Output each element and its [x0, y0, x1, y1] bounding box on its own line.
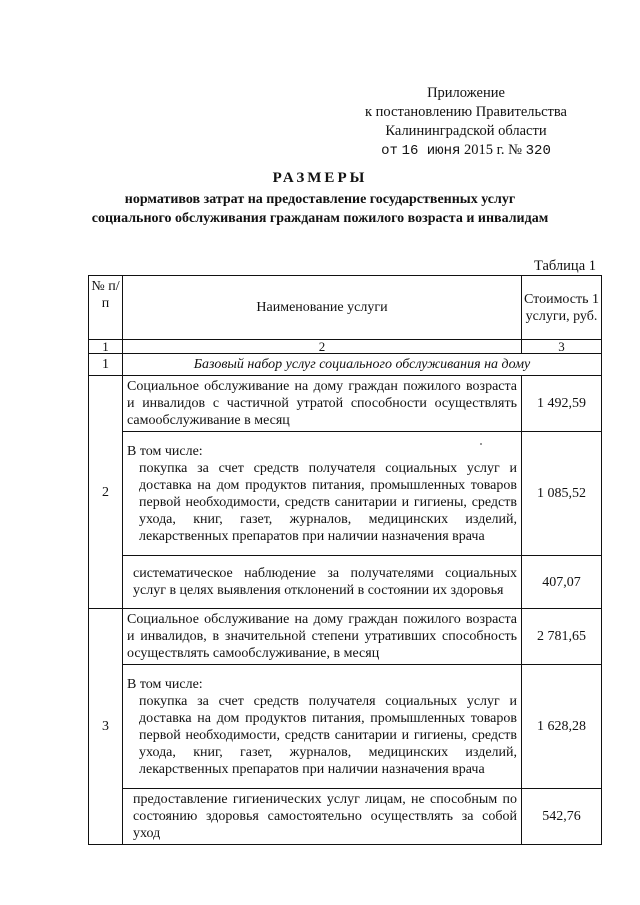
header-number: № п/п	[89, 276, 123, 340]
service-subitem: покупка за счет средств получателя социальных услуг и доставка на дом продуктов питания, промышленных товаров первой необходимости, средств санитарии и гигиены, средств ухода, книг, газет, журналов, медицинских изделий, лекарственных препаратов при наличии назначения врача	[139, 460, 517, 544]
table-row	[89, 609, 602, 665]
column-number: 1	[89, 340, 123, 354]
service-price: 1 628,28	[522, 665, 602, 789]
table-row	[89, 432, 602, 556]
cost-table	[88, 275, 602, 845]
date-prefix: от	[381, 143, 398, 159]
header-cost: Стоимость 1 услуги, руб.	[522, 276, 602, 340]
service-name: Социальное обслуживание на дому граждан пожилого возраста и инвалидов, в значительной степени утративших способность осуществлять самообслуживание, в месяц	[123, 609, 522, 665]
service-price: 542,76	[522, 789, 602, 845]
column-number: 3	[522, 340, 602, 354]
document-title: РАЗМЕРЫ	[272, 170, 368, 186]
table-row	[89, 665, 602, 789]
including-label: В том числе:	[127, 443, 203, 459]
table-label: Таблица 1	[533, 258, 596, 274]
service-price: 407,07	[522, 556, 602, 609]
service-name: Социальное обслуживание на дому граждан пожилого возраста и инвалидов с частичной утратой способности осуществлять самообслуживание в месяц	[123, 376, 522, 432]
service-subitem: систематическое наблюдение за получателями социальных услуг в целях выявления отклонений в состоянии их здоровья	[123, 556, 522, 609]
date-year: 2015 г. №	[464, 142, 523, 158]
appendix-region: Калининградской области	[385, 123, 547, 139]
appendix-decree: к постановлению Правительства	[365, 104, 567, 120]
service-subitem: покупка за счет средств получателя социальных услуг и доставка на дом продуктов питания, промышленных товаров первой необходимости, средств санитарии и гигиены, средств ухода, книг, газет, журналов, медицинских изделий, лекарственных препаратов при наличии назначения врача	[139, 693, 517, 777]
section-title: Базовый набор услуг социального обслуживания на дому	[123, 354, 602, 376]
subtitle-line-2: социального обслуживания гражданам пожилого возраста и инвалидам	[91, 211, 549, 226]
service-name-detailed	[123, 665, 522, 789]
decree-number: 320	[525, 143, 551, 159]
service-subitem: предоставление гигиенических услуг лицам, не способным по состоянию здоровья самостоятельно осуществлять за собой уход	[123, 789, 522, 845]
table-row	[89, 556, 602, 609]
service-price: 1 492,59	[522, 376, 602, 432]
appendix-block	[336, 84, 596, 161]
document-subtitle	[40, 190, 600, 228]
column-number: 2	[123, 340, 522, 354]
row-number: 3	[89, 609, 123, 845]
table-row	[89, 789, 602, 845]
service-price: 2 781,65	[522, 609, 602, 665]
service-price: 1 085,52	[522, 432, 602, 556]
header-service-name: Наименование услуги	[123, 276, 522, 340]
row-number: 2	[89, 376, 123, 609]
column-numbers-row	[89, 340, 602, 354]
table-row	[89, 376, 602, 432]
date-day: 16 июня	[401, 143, 461, 159]
appendix-date-line	[336, 141, 596, 161]
section-number: 1	[89, 354, 123, 376]
service-name-detailed	[123, 432, 522, 556]
including-label: В том числе:	[127, 676, 203, 692]
subtitle-line-1: нормативов затрат на предоставление государственных услуг	[124, 192, 516, 207]
section-row	[89, 354, 602, 376]
table-header-row	[89, 276, 602, 340]
appendix-title: Приложение	[427, 85, 505, 101]
